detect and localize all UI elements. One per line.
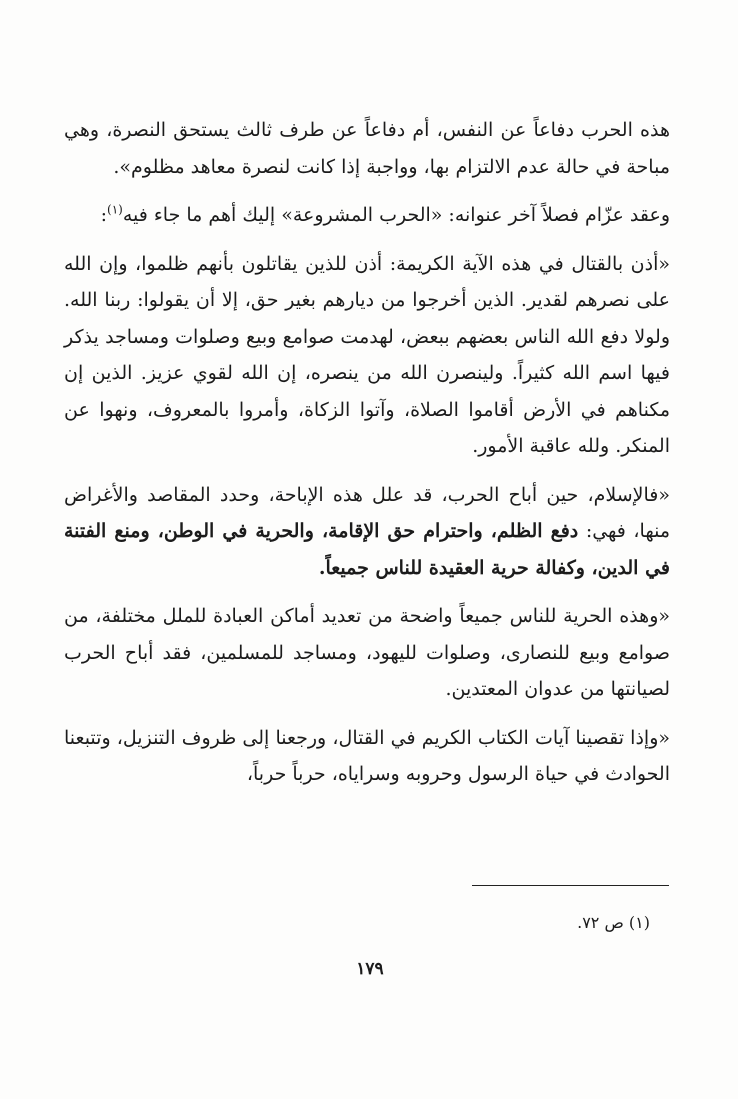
paragraph-2-colon: : (100, 204, 107, 226)
paragraph-verses: «وإذا تقصينا آيات الكتاب الكريم في القتال، ورجعنا إلى ظروف التنزيل، وتتبعنا الحوادث في حياة الرسول وحروبه وسراياه، حرباً حرباً، (64, 726, 670, 785)
main-text (64, 112, 670, 793)
paragraph-freedom: «وهذه الحرية للناس جميعاً واضحة من تعديد أماكن العبادة للملل مختلفة، من صوامع وبيع للنصارى، وصلوات لليهود، ومساجد للمسلمين، فقد أباح الحرب لصيانتها من عدوان المعتدين. (64, 605, 670, 700)
paragraph-2 (64, 197, 670, 234)
purposes-intro: «فالإسلام، حين أباح الحرب، قد علل هذه الإباحة، وحدد المقاصد والأغراض منها، فهي: (64, 483, 670, 542)
quran-quote-paragraph: «أذن بالقتال في هذه الآية الكريمة: أذن للذين يقاتلون بأنهم ظلموا، وإن الله على نصرهم لقدير. الذين أخرجوا من ديارهم بغير حق، إلا أن يقولوا: ربنا الله. ولولا دفع الله الناس بعضهم ببعض، لهدمت صوامع وبيع وصلوات ومساجد يذكر فيها اسم الله كثيراً. ولينصرن الله من ينصره، إن الله لقوي عزيز. الذين إن مكناهم في الأرض أقاموا الصلاة، وآتوا الزكاة، وأمروا بالمعروف، ونهوا عن المنكر. ولله عاقبة الأمور. (64, 252, 670, 457)
footnote-divider (472, 885, 669, 886)
footnote: (١) ص ٧٢. (577, 913, 650, 932)
paragraph-1: هذه الحرب دفاعاً عن النفس، أم دفاعاً عن طرف ثالث يستحق النصرة، وهي مباحة في حالة عدم الالتزام بها، وواجبة إذا كانت لنصرة معاهد مظلوم». (64, 119, 670, 178)
paragraph-2-text: وعقد عزّام فصلاً آخر عنوانه: «الحرب المشروعة» إليك أهم ما جاء فيه (122, 204, 670, 226)
page-number: ١٧٩ (356, 959, 384, 979)
purposes-list: دفع الظلم، واحترام حق الإقامة، والحرية في الوطن، ومنع الفتنة في الدين، وكفالة حرية العقيدة للناس جميعاً. (64, 520, 670, 579)
paragraph-purposes (64, 477, 670, 587)
footnote-reference: (١) (107, 202, 123, 217)
